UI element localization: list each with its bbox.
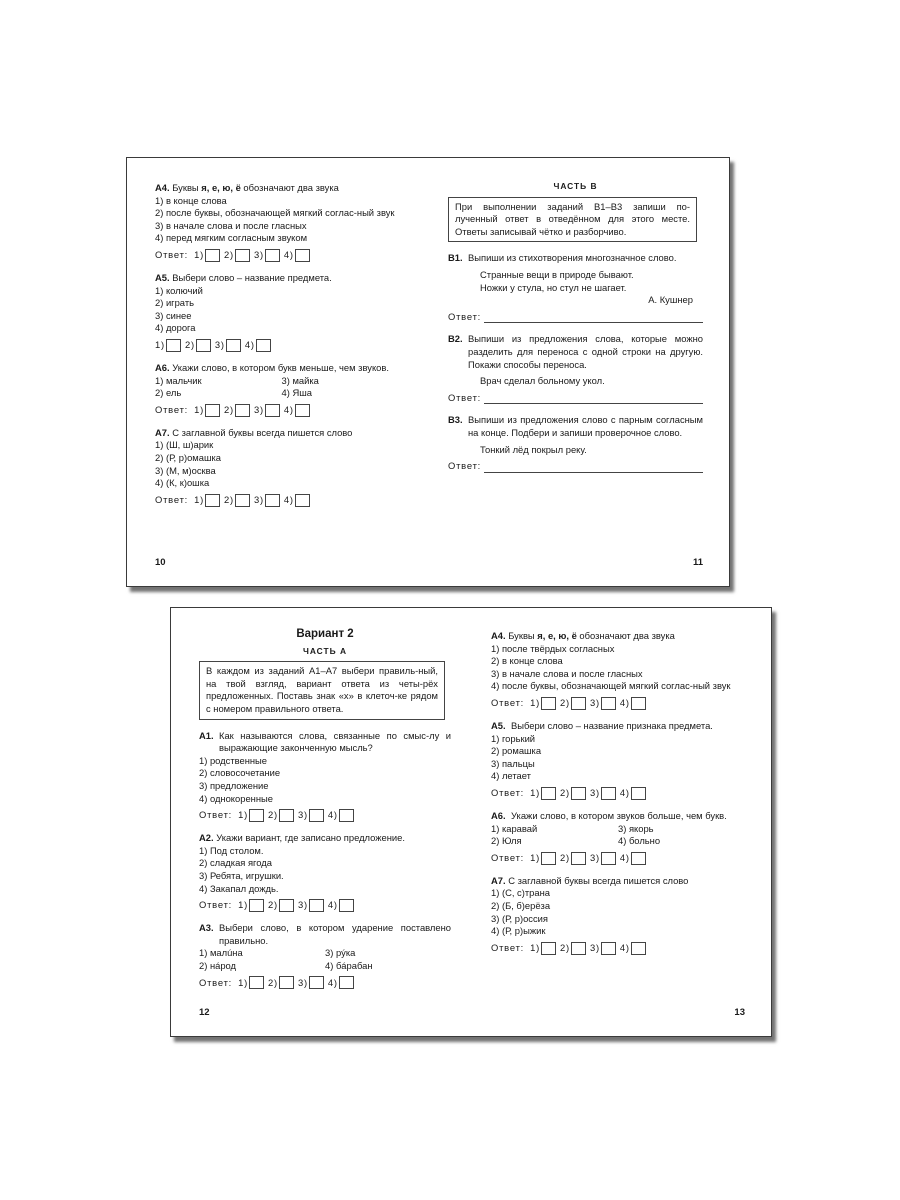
answer-checkbox[interactable]	[339, 976, 354, 989]
option: 4) после буквы, обозначающей мягкий соглас-ный звук	[491, 680, 731, 692]
answer-line	[448, 311, 703, 324]
option: 1) (Ш, ш)арик	[155, 439, 214, 451]
option: 2) играть	[155, 297, 194, 309]
question-text: Укажи слово, в котором букв меньше, чем звуков.	[172, 361, 389, 373]
answer-line	[448, 392, 703, 405]
page-number: 11	[692, 557, 703, 569]
box-label: 4)	[283, 493, 294, 505]
question-id: А5.	[155, 271, 170, 283]
box-label: 1)	[155, 339, 165, 351]
answer-checkbox[interactable]	[631, 787, 646, 800]
question-id: В2.	[448, 333, 463, 345]
box-label: 2)	[560, 851, 570, 863]
answer-label: Ответ:	[448, 310, 482, 322]
option: 3) предложение	[199, 779, 269, 791]
page-number: 13	[734, 1007, 745, 1019]
answer-checkbox[interactable]	[265, 249, 280, 262]
answer-row	[491, 852, 745, 865]
answer-label: Ответ:	[448, 391, 482, 403]
option: 2) Юля	[491, 835, 522, 847]
option: 1) (С, с)трана	[491, 887, 550, 899]
question-id: А6.	[155, 361, 170, 373]
box-label: 1)	[194, 493, 204, 505]
answer-label: Ответ:	[155, 403, 189, 415]
option: 1) мальчик	[155, 374, 202, 386]
answer-checkbox[interactable]	[541, 697, 556, 710]
box-label: 2)	[560, 787, 570, 799]
question-text: обозначают два звука	[240, 182, 339, 193]
question-text: Укажи слово, в котором звуков больше, чем букв.	[511, 809, 727, 821]
part-heading: ЧАСТЬ А	[302, 645, 348, 656]
option: 1) Под столом.	[199, 844, 264, 856]
answer-checkbox[interactable]	[601, 697, 616, 710]
question-text: С заглавной буквы всегда пишется слово	[172, 426, 353, 438]
option: 1) в конце слова	[155, 194, 227, 206]
answer-checkbox[interactable]	[205, 494, 220, 507]
answer-checkbox[interactable]	[295, 494, 310, 507]
answer-checkbox[interactable]	[309, 899, 324, 912]
question-id: В3.	[448, 414, 463, 426]
example-sentence: Врач сделал больному укол.	[480, 375, 605, 387]
box-label: 4)	[283, 403, 294, 415]
page-number: 10	[155, 557, 166, 569]
question-b1	[448, 252, 703, 323]
answer-checkbox[interactable]	[279, 809, 294, 822]
option: 2) в конце слова	[491, 655, 563, 667]
box-label: 2)	[560, 697, 570, 709]
option: 2) ромашка	[491, 745, 542, 757]
question-text: Буквы	[508, 630, 538, 641]
option: 4) больно	[618, 835, 661, 847]
question-text: Буквы	[172, 182, 202, 193]
answer-label: Ответ:	[155, 493, 189, 505]
box-label: 3)	[253, 403, 264, 415]
box-label: 2)	[184, 339, 195, 351]
answer-checkbox[interactable]	[235, 494, 250, 507]
box-label: 3)	[253, 249, 264, 261]
poem-line: Ножки у стула, но стул не шагает.	[480, 281, 627, 293]
option: 1) колючий	[155, 284, 203, 296]
answer-row	[155, 339, 408, 352]
option: 3) рýка	[325, 947, 356, 959]
answer-row	[491, 787, 745, 800]
box-label: 3)	[297, 976, 308, 988]
option: 2) после буквы, обозначающей мягкий соглас-ный звук	[155, 207, 395, 219]
question-text: Укажи вариант, где записано предложение.	[216, 832, 405, 844]
answer-row	[155, 249, 408, 262]
answer-checkbox[interactable]	[631, 697, 646, 710]
option: 1) родственные	[199, 754, 268, 766]
answer-checkbox[interactable]	[166, 339, 181, 352]
answer-label: Ответ:	[448, 460, 482, 472]
box-label: 4)	[283, 249, 294, 261]
instruction-box: В каждом из заданий А1–А7 выбери правиль-ный, на твой взгляд, вариант ответа из четы-рёх предложенных. Поставь знак «х» в клеточ-ке рядом с номером правильного ответа.	[199, 661, 445, 719]
box-label: 2)	[560, 941, 570, 953]
option: 3) майка	[281, 374, 319, 386]
box-label: 4)	[244, 339, 255, 351]
question-text: Как называются слова, связанные по смыс-лу и выражающие законченную мысль?	[219, 729, 451, 754]
question-a5	[491, 720, 745, 800]
answer-checkbox[interactable]	[571, 852, 586, 865]
page-10	[127, 158, 428, 586]
question-a7	[491, 875, 745, 955]
example-sentence: Тонкий лёд покрыл реку.	[480, 443, 587, 455]
question-id: А2.	[199, 832, 214, 844]
poem-author: А. Кушнер	[648, 294, 693, 306]
question-a4	[155, 182, 408, 262]
answer-row	[491, 942, 745, 955]
answer-checkbox[interactable]	[196, 339, 211, 352]
answer-row	[199, 809, 451, 822]
box-label: 4)	[619, 787, 630, 799]
answer-row	[155, 404, 408, 417]
box-label: 3)	[589, 787, 600, 799]
question-b2	[448, 333, 703, 404]
question-text: Выпиши из стихотворения многозначное слово.	[468, 252, 677, 264]
option: 2) (Б, б)ерёза	[491, 899, 551, 911]
question-text: Выбери слово – название признака предмета.	[511, 719, 713, 731]
option: 3) пальцы	[491, 757, 535, 769]
question-letters: я, е, ю, ё	[201, 182, 241, 193]
box-label: 1)	[530, 941, 540, 953]
box-label: 2)	[268, 976, 278, 988]
option: 3) Ребята, игрушки.	[199, 869, 284, 881]
question-a4	[491, 630, 745, 710]
answer-label: Ответ:	[491, 787, 525, 799]
answer-checkbox[interactable]	[265, 404, 280, 417]
option: 4) (Р, р)ыжик	[491, 925, 546, 937]
answer-checkbox[interactable]	[235, 404, 250, 417]
page-11	[428, 158, 729, 586]
box-label: 1)	[194, 249, 204, 261]
poem-line: Странные вещи в природе бывают.	[480, 268, 634, 280]
instruction-box: При выполнении заданий В1–В3 запиши по-лученный ответ в отведённом для этого месте. Ответы записывай чётко и разборчиво.	[448, 197, 697, 243]
answer-checkbox[interactable]	[631, 942, 646, 955]
box-label: 4)	[619, 941, 630, 953]
answer-checkbox[interactable]	[339, 809, 354, 822]
option: 4) дорога	[155, 322, 196, 334]
answer-label: Ответ:	[155, 249, 189, 261]
answer-input-line[interactable]	[484, 393, 703, 404]
box-label: 4)	[619, 851, 630, 863]
option: 2) ель	[155, 387, 182, 399]
page-12	[171, 608, 471, 1036]
answer-checkbox[interactable]	[205, 249, 220, 262]
answer-checkbox[interactable]	[235, 249, 250, 262]
option: 3) якорь	[618, 822, 654, 834]
box-label: 3)	[589, 851, 600, 863]
answer-checkbox[interactable]	[249, 976, 264, 989]
question-id: А3.	[199, 922, 214, 934]
question-id: А4.	[491, 630, 506, 641]
question-id: А7.	[155, 426, 170, 438]
box-label: 3)	[253, 493, 264, 505]
answer-label: Ответ:	[199, 899, 233, 911]
answer-line	[448, 460, 703, 473]
box-label: 3)	[589, 941, 600, 953]
question-a5	[155, 272, 408, 352]
option: 3) (М, м)осква	[155, 464, 216, 476]
box-label: 2)	[268, 899, 278, 911]
answer-checkbox[interactable]	[601, 942, 616, 955]
question-text: С заглавной буквы всегда пишется слово	[508, 874, 689, 886]
question-a1	[199, 730, 451, 823]
option: 2) словосочетание	[199, 767, 281, 779]
question-text: Выбери слово – название предмета.	[172, 271, 332, 283]
answer-checkbox[interactable]	[601, 787, 616, 800]
page-number: 12	[199, 1007, 210, 1019]
part-heading: ЧАСТЬ В	[553, 181, 598, 191]
question-a2	[199, 832, 451, 912]
box-label: 3)	[297, 809, 308, 821]
answer-row	[199, 899, 451, 912]
answer-checkbox[interactable]	[339, 899, 354, 912]
answer-checkbox[interactable]	[249, 809, 264, 822]
page-spread-10-11	[126, 157, 730, 587]
answer-checkbox[interactable]	[571, 942, 586, 955]
box-label: 3)	[297, 899, 308, 911]
page-spread-12-13	[170, 607, 772, 1037]
box-label: 3)	[214, 339, 225, 351]
question-a6	[491, 810, 745, 865]
page-13	[471, 608, 771, 1036]
answer-checkbox[interactable]	[226, 339, 241, 352]
answer-row	[155, 494, 408, 507]
box-label: 1)	[194, 403, 204, 415]
box-label: 1)	[530, 697, 540, 709]
box-label: 2)	[224, 249, 234, 261]
question-id: А4.	[155, 182, 170, 193]
option: 2) сладкая ягода	[199, 857, 272, 869]
question-id: А5.	[491, 719, 506, 731]
answer-checkbox[interactable]	[295, 404, 310, 417]
box-label: 4)	[327, 899, 338, 911]
box-label: 1)	[238, 899, 248, 911]
answer-row	[491, 697, 745, 710]
option: 4) бáрабан	[325, 959, 373, 971]
question-text: обозначают два звука	[576, 630, 675, 641]
option: 2) нáрод	[199, 959, 237, 971]
box-label: 2)	[224, 493, 234, 505]
box-label: 1)	[530, 851, 540, 863]
answer-checkbox[interactable]	[541, 852, 556, 865]
option: 4) (К, к)ошка	[155, 477, 210, 489]
question-letters: я, е, ю, ё	[537, 630, 577, 641]
variant-title: Вариант 2	[296, 628, 354, 640]
answer-checkbox[interactable]	[631, 852, 646, 865]
answer-checkbox[interactable]	[541, 942, 556, 955]
box-label: 1)	[238, 976, 248, 988]
answer-checkbox[interactable]	[279, 976, 294, 989]
answer-label: Ответ:	[491, 851, 525, 863]
question-text: Выпиши из предложения слово с парным согласным на конце. Подбери и запиши проверочное слово.	[468, 414, 703, 438]
answer-checkbox[interactable]	[309, 809, 324, 822]
poem	[448, 269, 703, 307]
question-a3	[199, 922, 451, 989]
answer-checkbox[interactable]	[256, 339, 271, 352]
option: 4) Закапал дождь.	[199, 882, 279, 894]
option: 4) летает	[491, 770, 531, 782]
question-text: Выбери слово, в котором ударение поставлено правильно.	[219, 922, 451, 946]
answer-checkbox[interactable]	[265, 494, 280, 507]
option: 2) (Р, р)омашка	[155, 451, 222, 463]
option: 3) в начале слова и после гласных	[491, 667, 643, 679]
answer-label: Ответ:	[199, 976, 233, 988]
question-id: В1.	[448, 252, 463, 264]
question-id: А1.	[199, 729, 214, 741]
box-label: 1)	[530, 787, 540, 799]
answer-checkbox[interactable]	[249, 899, 264, 912]
option: 1) горький	[491, 732, 536, 744]
answer-checkbox[interactable]	[571, 787, 586, 800]
box-label: 4)	[327, 809, 338, 821]
question-text: Выпиши из предложения слова, которые можно разделить для переноса с одной строки на другую. Покажи способы переноса.	[468, 333, 703, 370]
answer-checkbox[interactable]	[309, 976, 324, 989]
answer-input-line[interactable]	[484, 462, 703, 473]
option: 4) однокоренные	[199, 792, 273, 804]
question-a6	[155, 362, 408, 417]
option: 1) каравай	[491, 822, 538, 834]
answer-checkbox[interactable]	[279, 899, 294, 912]
box-label: 2)	[268, 809, 278, 821]
answer-label: Ответ:	[491, 697, 525, 709]
answer-checkbox[interactable]	[571, 697, 586, 710]
answer-checkbox[interactable]	[541, 787, 556, 800]
box-label: 1)	[238, 809, 248, 821]
answer-checkbox[interactable]	[295, 249, 310, 262]
answer-label: Ответ:	[491, 941, 525, 953]
option: 4) Яша	[281, 387, 312, 399]
option: 1) малúна	[199, 947, 243, 959]
question-id: А7.	[491, 874, 506, 886]
option: 1) после твёрдых согласных	[491, 642, 615, 654]
answer-row	[199, 976, 451, 989]
option: 3) синее	[155, 309, 192, 321]
box-label: 4)	[619, 697, 630, 709]
question-b3	[448, 414, 703, 472]
question-a7	[155, 427, 408, 507]
box-label: 3)	[589, 697, 600, 709]
option: 4) перед мягким согласным звуком	[155, 232, 308, 244]
answer-checkbox[interactable]	[205, 404, 220, 417]
answer-label: Ответ:	[199, 809, 233, 821]
box-label: 2)	[224, 403, 234, 415]
box-label: 4)	[327, 976, 338, 988]
option: 3) в начале слова и после гласных	[155, 219, 307, 231]
answer-input-line[interactable]	[484, 312, 703, 323]
answer-checkbox[interactable]	[601, 852, 616, 865]
option: 3) (Р, р)оссия	[491, 912, 548, 924]
question-id: А6.	[491, 809, 506, 821]
